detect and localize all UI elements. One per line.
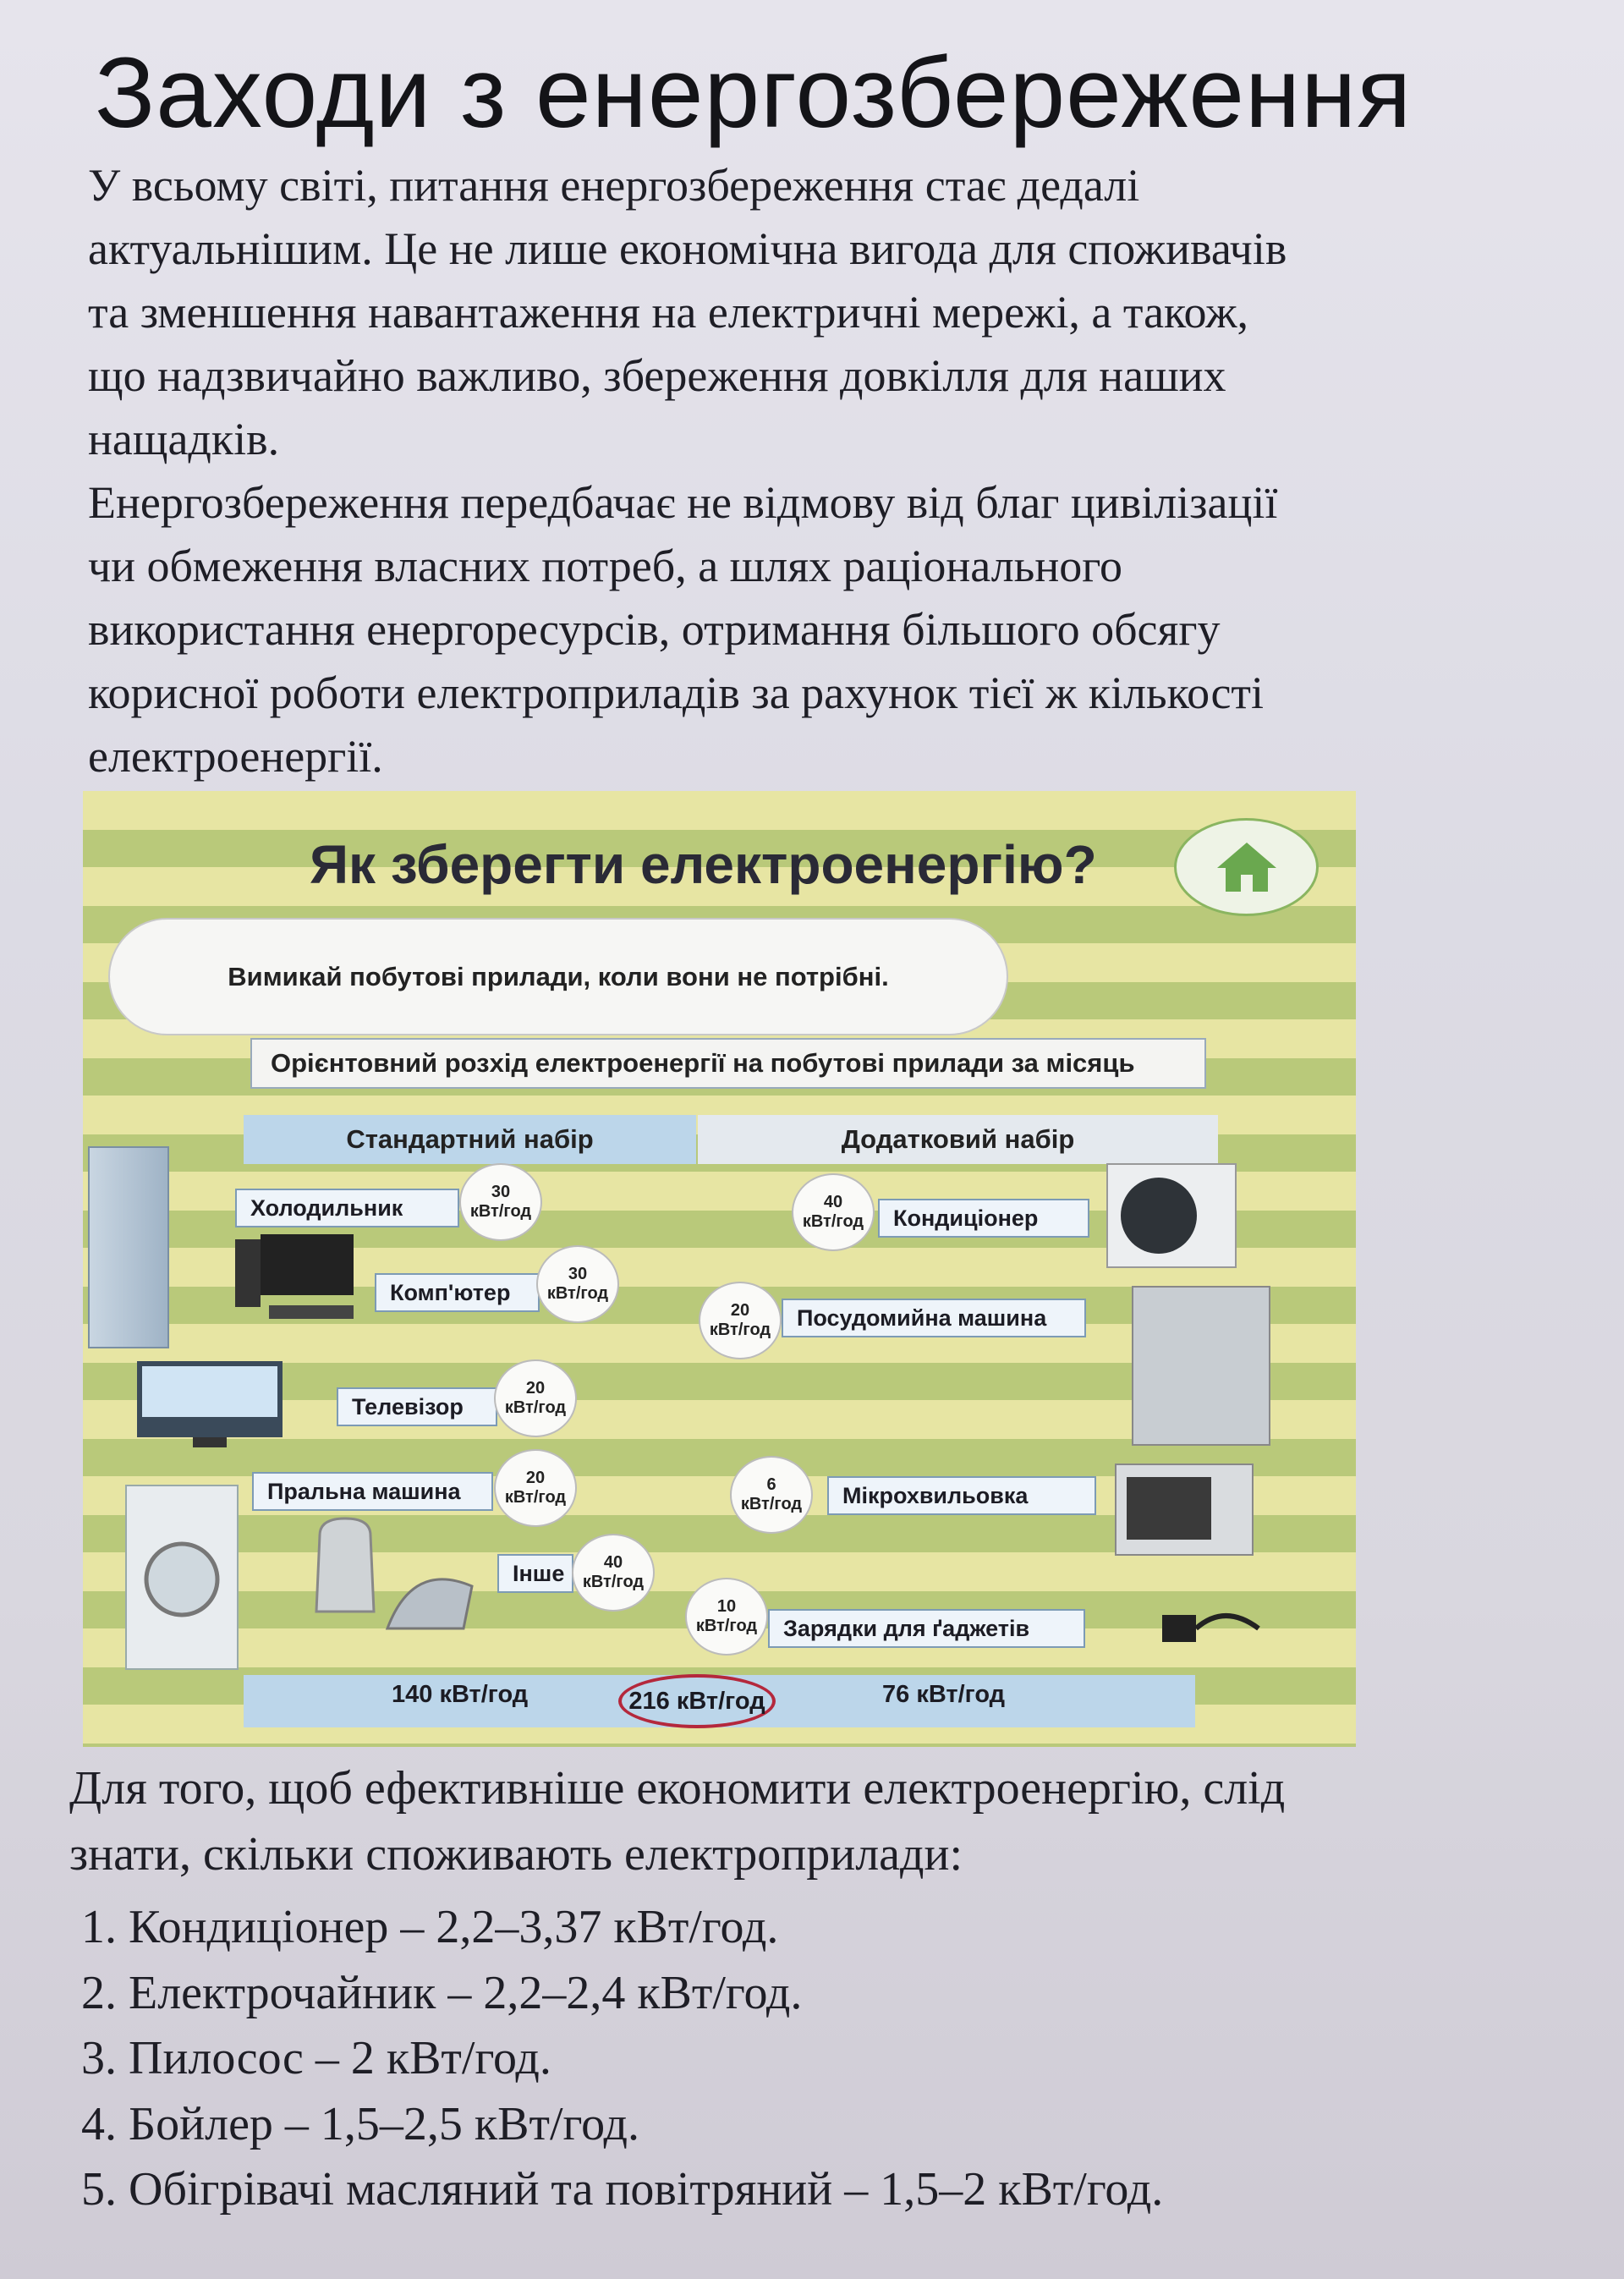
bubble-unit: кВт/год — [740, 1495, 803, 1513]
standard-set-label: Стандартний набір — [346, 1124, 594, 1154]
bubble-unit: кВт/год — [504, 1488, 567, 1507]
air-conditioner-icon — [1106, 1163, 1237, 1268]
bubble-value: 20 — [525, 1469, 546, 1487]
intro-text — [88, 154, 1594, 788]
intro-line: корисної роботи електроприладів за рахунок тієї ж кількості — [88, 667, 1265, 718]
charger-icon — [1157, 1603, 1267, 1654]
bubble-value: 40 — [823, 1193, 843, 1211]
appliance-label-dishwasher: Посудомийна машина — [782, 1299, 1086, 1337]
consumption-bubble — [792, 1173, 875, 1251]
list-item: 1. Кондиціонер – 2,2–3,37 кВт/год. — [81, 1901, 779, 1953]
intro-line: нащадків. — [88, 414, 280, 464]
consumption-heading-text: Орієнтовний розхід електроенергії на побутові прилади за місяць — [271, 1048, 1135, 1078]
bubble-value: 30 — [568, 1265, 588, 1283]
appliance-label-tv: Телевізор — [337, 1387, 497, 1426]
consumption-bubble — [536, 1245, 619, 1323]
fridge-icon — [88, 1146, 169, 1348]
total-overall: 216 кВт/год — [618, 1674, 776, 1728]
list-item: 2. Електрочайник – 2,2–2,4 кВт/год. — [81, 1966, 803, 2019]
appliance-label-chargers: Зарядки для ґаджетів — [768, 1609, 1085, 1648]
computer-icon — [235, 1231, 362, 1324]
list-item: 3. Пилосос – 2 кВт/год. — [81, 2032, 551, 2084]
intro-line: електроенергії. — [88, 731, 383, 782]
bubble-unit: кВт/год — [802, 1212, 864, 1231]
consumption-bubble — [572, 1534, 655, 1612]
eco-home-icon — [1174, 818, 1319, 916]
intro-line: У всьому світі, питання енергозбереження стає дедалі — [88, 160, 1140, 211]
intro-line: Енергозбереження передбачає не відмову від благ цивілізації — [88, 477, 1278, 528]
bubble-unit: кВт/год — [469, 1202, 532, 1221]
tip-cloud — [108, 918, 1008, 1035]
bubble-value: 40 — [603, 1553, 623, 1572]
consumption-bubble — [494, 1449, 577, 1527]
kettle-iron-icon — [286, 1510, 480, 1637]
consumption-bubble — [459, 1163, 542, 1241]
list-item: 5. Обігрівачі масляний та повітряний – 1,5–2 кВт/год. — [81, 2163, 1164, 2216]
tv-icon — [134, 1358, 286, 1451]
energy-saving-poster — [83, 791, 1356, 1747]
appliance-label-washer: Пральна машина — [252, 1472, 493, 1511]
consumption-bubble — [685, 1578, 768, 1656]
appliance-label-fridge: Холодильник — [235, 1189, 459, 1227]
bubble-value: 6 — [766, 1475, 776, 1494]
intro-line: що надзвичайно важливо, збереження довкілля для наших — [88, 350, 1226, 401]
bubble-value: 30 — [491, 1183, 511, 1201]
bubble-value: 20 — [730, 1301, 750, 1320]
bubble-unit: кВт/год — [709, 1321, 771, 1339]
consumption-bubble — [699, 1282, 782, 1359]
total-standard: 140 кВт/год — [392, 1681, 529, 1708]
consumption-list — [81, 1895, 1163, 2223]
appliance-label-ac: Кондиціонер — [878, 1199, 1089, 1238]
bubble-value: 10 — [716, 1597, 737, 1616]
consumption-heading — [250, 1038, 1206, 1089]
bubble-unit: кВт/год — [695, 1617, 758, 1635]
outro-line: Для того, щоб ефективніше економити електроенергію, слід — [69, 1762, 1286, 1815]
washing-machine-icon — [125, 1485, 239, 1670]
outro-line: знати, скільки споживають електроприлади: — [69, 1828, 963, 1881]
bubble-unit: кВт/год — [504, 1398, 567, 1417]
bubble-value: 20 — [525, 1379, 546, 1398]
total-additional: 76 кВт/год — [882, 1681, 1006, 1708]
bubble-unit: кВт/год — [582, 1573, 645, 1591]
intro-line: та зменшення навантаження на електричні мережі, а також, — [88, 287, 1249, 338]
page-title: Заходи з енергозбереження — [95, 37, 1413, 149]
intro-line: використання енергоресурсів, отримання більшого обсягу — [88, 604, 1221, 655]
appliance-label-computer: Комп'ютер — [375, 1273, 540, 1312]
appliance-label-microwave: Мікрохвильовка — [827, 1476, 1096, 1515]
dishwasher-icon — [1132, 1286, 1270, 1446]
standard-set-header — [244, 1115, 696, 1164]
intro-line: актуальнішим. Це не лише економічна вигода для споживачів — [88, 223, 1287, 274]
appliance-label-other: Інше — [497, 1554, 573, 1593]
list-item: 4. Бойлер – 1,5–2,5 кВт/год. — [81, 2097, 639, 2150]
bubble-unit: кВт/год — [546, 1284, 609, 1303]
additional-set-header — [698, 1115, 1218, 1164]
outro-text — [69, 1755, 1592, 1887]
microwave-icon — [1115, 1464, 1254, 1556]
consumption-bubble — [730, 1456, 813, 1534]
tip-text: Вимикай побутові прилади, коли вони не потрібні. — [228, 961, 889, 991]
poster-title: Як зберегти електроенергію? — [310, 834, 1097, 895]
additional-set-label: Додатковий набір — [841, 1124, 1075, 1154]
intro-line: чи обмеження власних потреб, а шлях раціонального — [88, 541, 1123, 591]
consumption-bubble — [494, 1359, 577, 1437]
